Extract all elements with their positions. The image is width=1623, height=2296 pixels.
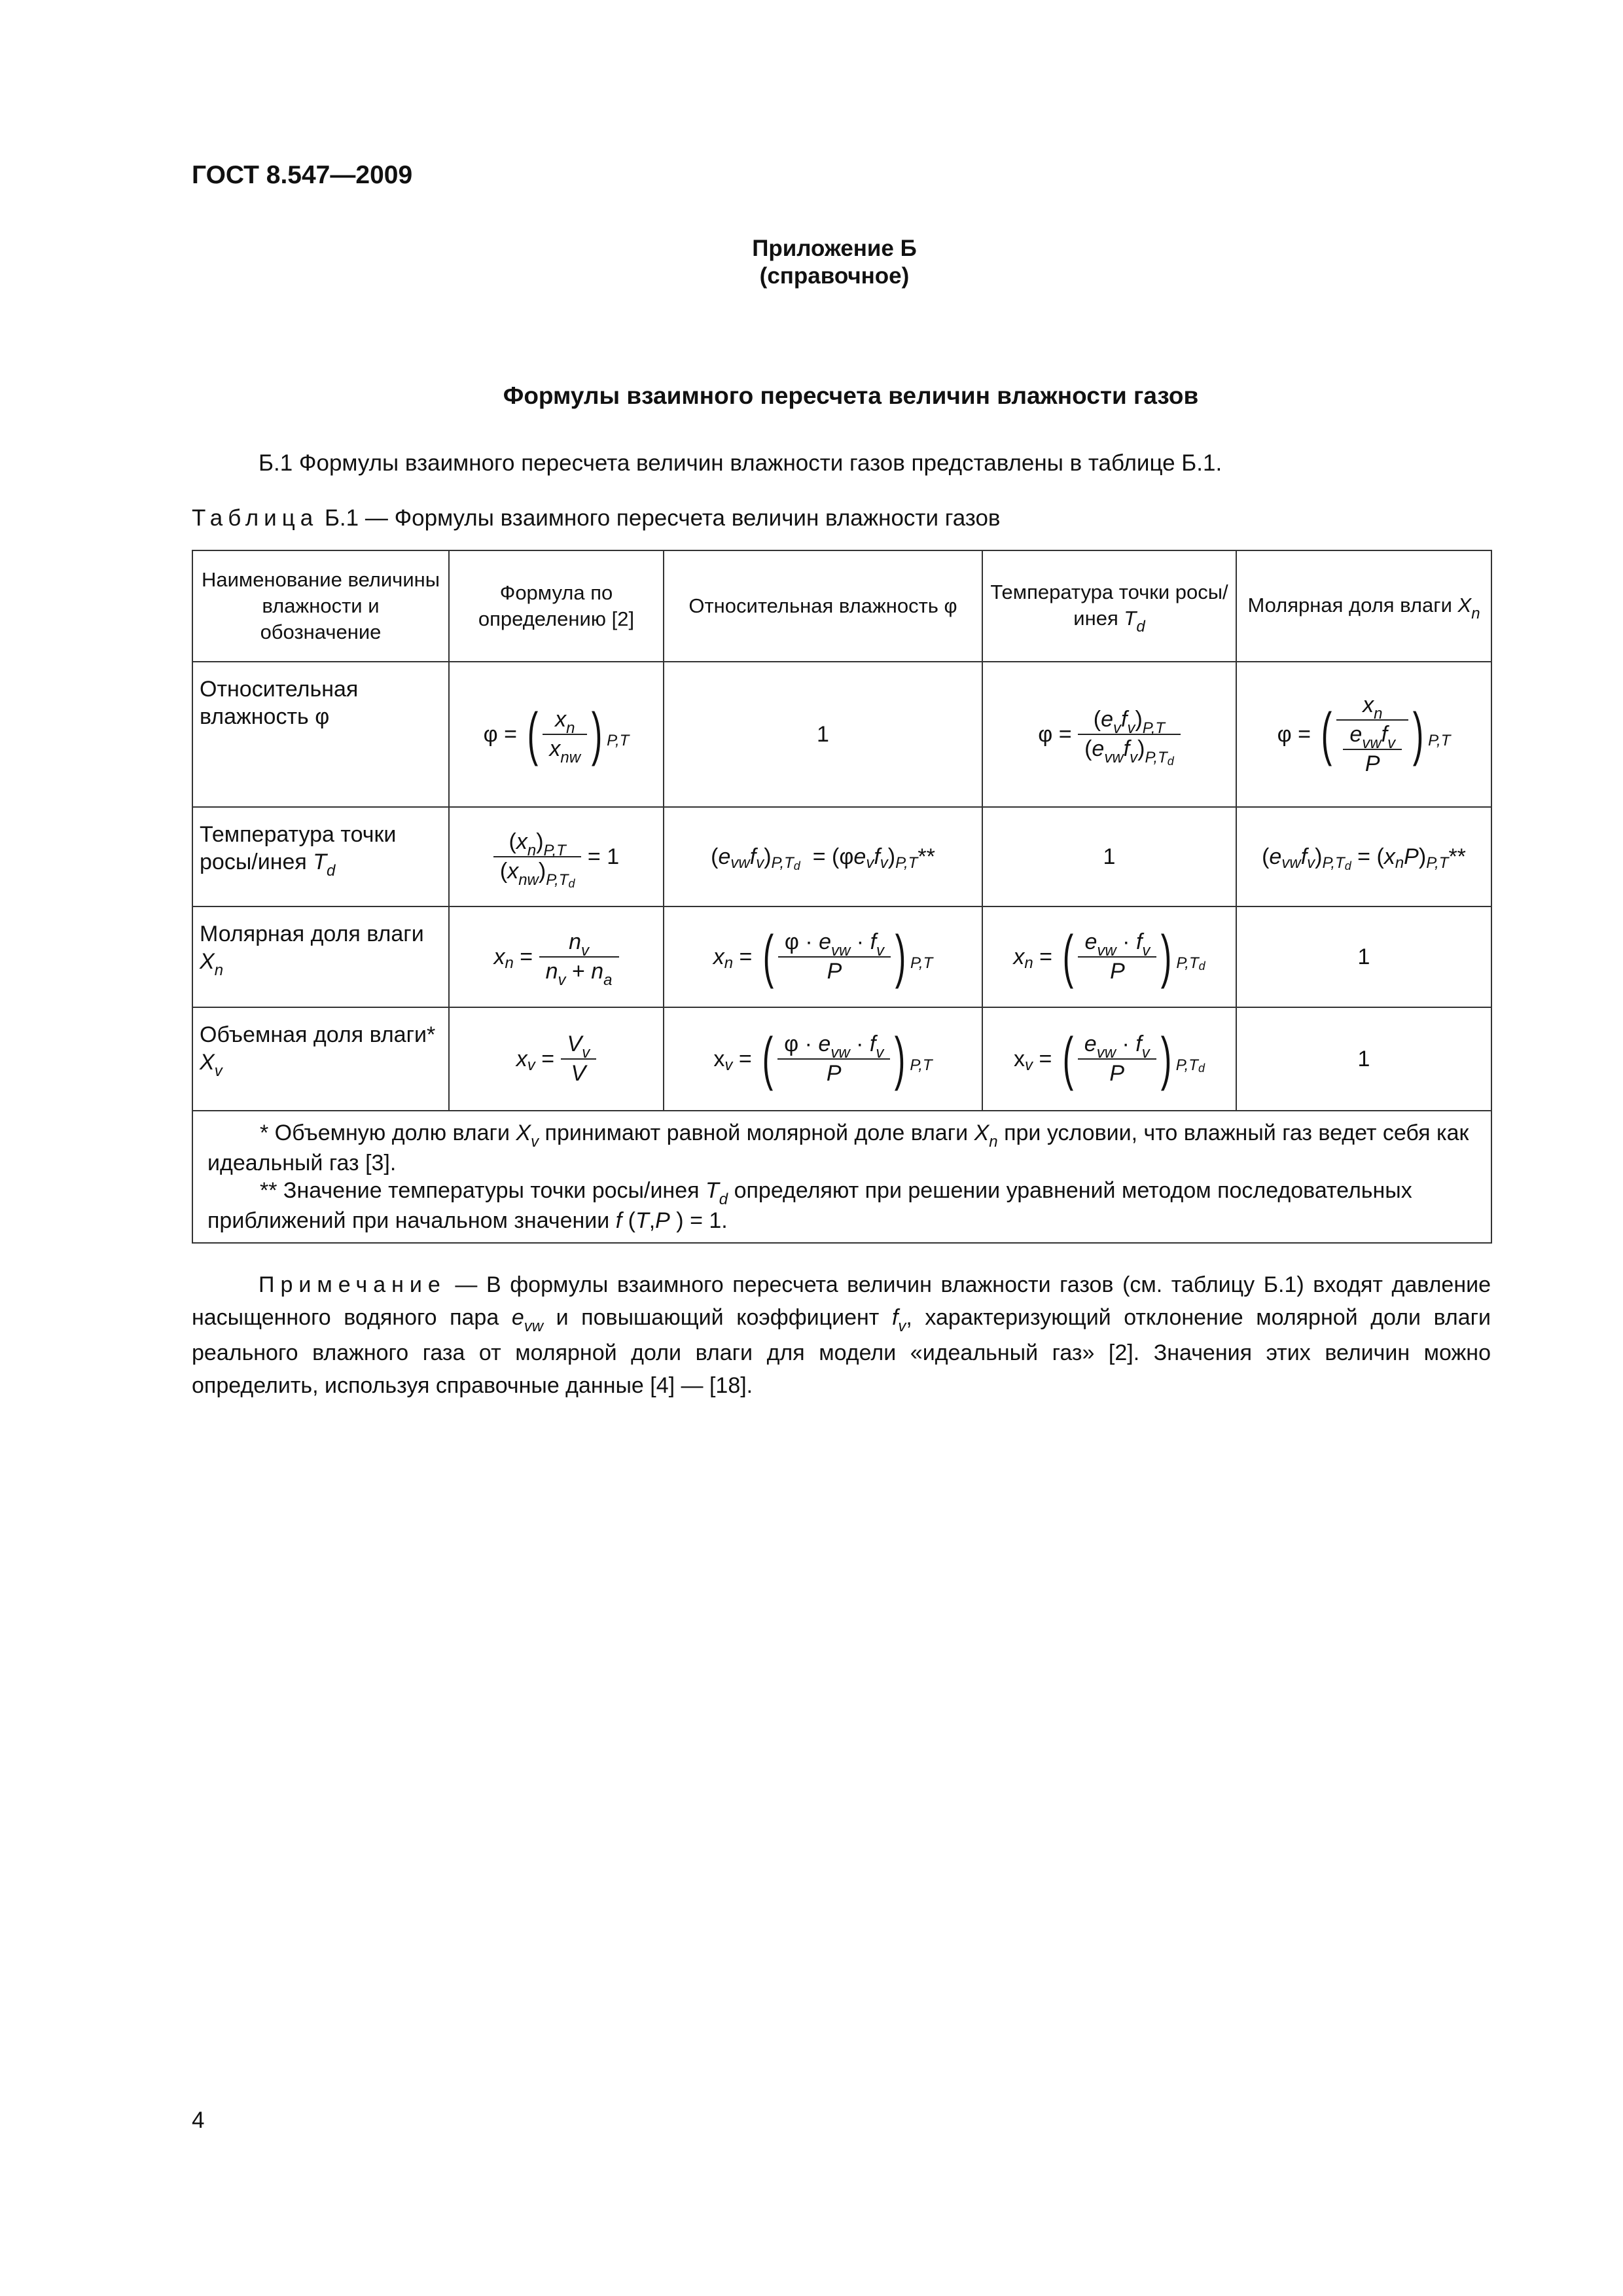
table-footnotes xyxy=(192,1111,1491,1243)
formula-relative-from-dewpoint: φ = $\frac{(e_vf_v)_{P,T}}{(e_{vw}f_v)_{P,Td}}$ xyxy=(982,662,1236,807)
molar-identity: 1 xyxy=(1236,906,1491,1007)
table-row-relative xyxy=(192,662,1491,807)
header-dewpoint: Температура точки росы/инея $T_d$ xyxy=(982,550,1236,662)
header-name: Наименование величины влажности и обозначение xyxy=(192,550,449,662)
table-caption xyxy=(192,505,1001,531)
table-caption-label: Таблица xyxy=(192,505,319,531)
paragraph-b1: Б.1 Формулы взаимного пересчета величин влажности газов представлены в таблице Б.1. xyxy=(259,450,1222,476)
table-row-dewpoint xyxy=(192,807,1491,906)
footnote-1: * Объемную долю влаги $X_v$ принимают равной молярной доле влаги $X_n$ при условии, что влажный газ ведет себя как идеальный газ [3]. xyxy=(207,1121,1469,1175)
table-footnotes-row xyxy=(192,1111,1491,1243)
formula-volume-definition: x v = $\frac{V_v}{V}$ xyxy=(449,1007,664,1111)
annex-title: Приложение Б xyxy=(752,236,917,261)
formula-molar-from-relative: x n = ( $\frac{\varphi \cdot e_{vw} \cdot f_v}{P}$ ) P,T xyxy=(664,906,982,1007)
note-label: Примечание xyxy=(259,1272,446,1297)
section-title: Формулы взаимного пересчета величин влажности газов xyxy=(503,382,1199,409)
header-molar: Молярная доля влаги $X_n$ xyxy=(1236,550,1491,662)
row-name-molar: Молярная доля влаги $X_n$ xyxy=(192,906,449,1007)
formula-dewpoint-definition: $\frac{(x_n)_{P,T}}{(x_{nw})_{P,Td}}$ = 1 xyxy=(449,807,664,906)
formula-molar-from-dewpoint: x n = ( $\frac{e_{vw} \cdot f_v}{P}$ ) P,T d xyxy=(982,906,1236,1007)
formula-dewpoint-from-relative: ( e vw f v ) P,T d = (φ e v f v ) P,T ** xyxy=(664,807,982,906)
footnote-2: ** Значение температуры точки росы/инея $T_d$ определяют при решении уравнений методом последовательных приближений при начальном значении f (T,P ) = 1. xyxy=(207,1178,1412,1233)
table-row-volume xyxy=(192,1007,1491,1111)
formula-dewpoint-from-molar: ( e vw f v ) P,T d = ( x n P ) P,T ** xyxy=(1236,807,1491,906)
page-number: 4 xyxy=(192,2108,205,2133)
formula-table xyxy=(192,550,1492,1244)
standard-header: ГОСТ 8.547—2009 xyxy=(192,161,413,189)
header-definition: Формула по определению [2] xyxy=(449,550,664,662)
row-name-volume: Объемная доля влаги* $X_v$ xyxy=(192,1007,449,1111)
formula-volume-from-relative: x v = ( $\frac{\varphi \cdot e_{vw} \cdot f_v}{P}$ ) P,T xyxy=(664,1007,982,1111)
dewpoint-identity: 1 xyxy=(982,807,1236,906)
header-relative: Относительная влажность φ xyxy=(664,550,982,662)
relative-identity: 1 xyxy=(664,662,982,807)
table-header-row xyxy=(192,550,1491,662)
formula-relative-definition: φ = ( $\frac{x_n}{x_{nw}}$ ) P,T xyxy=(449,662,664,807)
row-name-relative: Относительная влажность φ xyxy=(192,662,449,807)
formula-molar-definition: x n = $\frac{n_v}{n_v + n_a}$ xyxy=(449,906,664,1007)
formula-relative-from-molar: φ = ( $\frac{x_n}{\frac{e_{vw}f_v}{P}}$ ) P,T xyxy=(1236,662,1491,807)
table-caption-rest: Б.1 — Формулы взаимного пересчета величин влажности газов xyxy=(318,505,1001,531)
row-name-dewpoint: Температура точки росы/инея $T_d$ xyxy=(192,807,449,906)
annex-type: (справочное) xyxy=(759,263,910,289)
note-paragraph: Примечание — В формулы взаимного пересчета величин влажности газов (см. таблицу Б.1) входят давление насыщенного водяного пара $e_{vw}$ и повышающий коэффициент $f_v$, характеризующий отклонение молярной доли влаги реального влажного газа от молярной доли влаги для модели «идеальный газ» [2]. Значения этих величин можно определить, используя справочные данные [4] — [18]. xyxy=(192,1272,1491,1398)
table-row-molar xyxy=(192,906,1491,1007)
formula-volume-from-dewpoint: x v = ( $\frac{e_{vw} \cdot f_v}{P}$ ) P,T d xyxy=(982,1007,1236,1111)
volume-identity: 1 xyxy=(1236,1007,1491,1111)
